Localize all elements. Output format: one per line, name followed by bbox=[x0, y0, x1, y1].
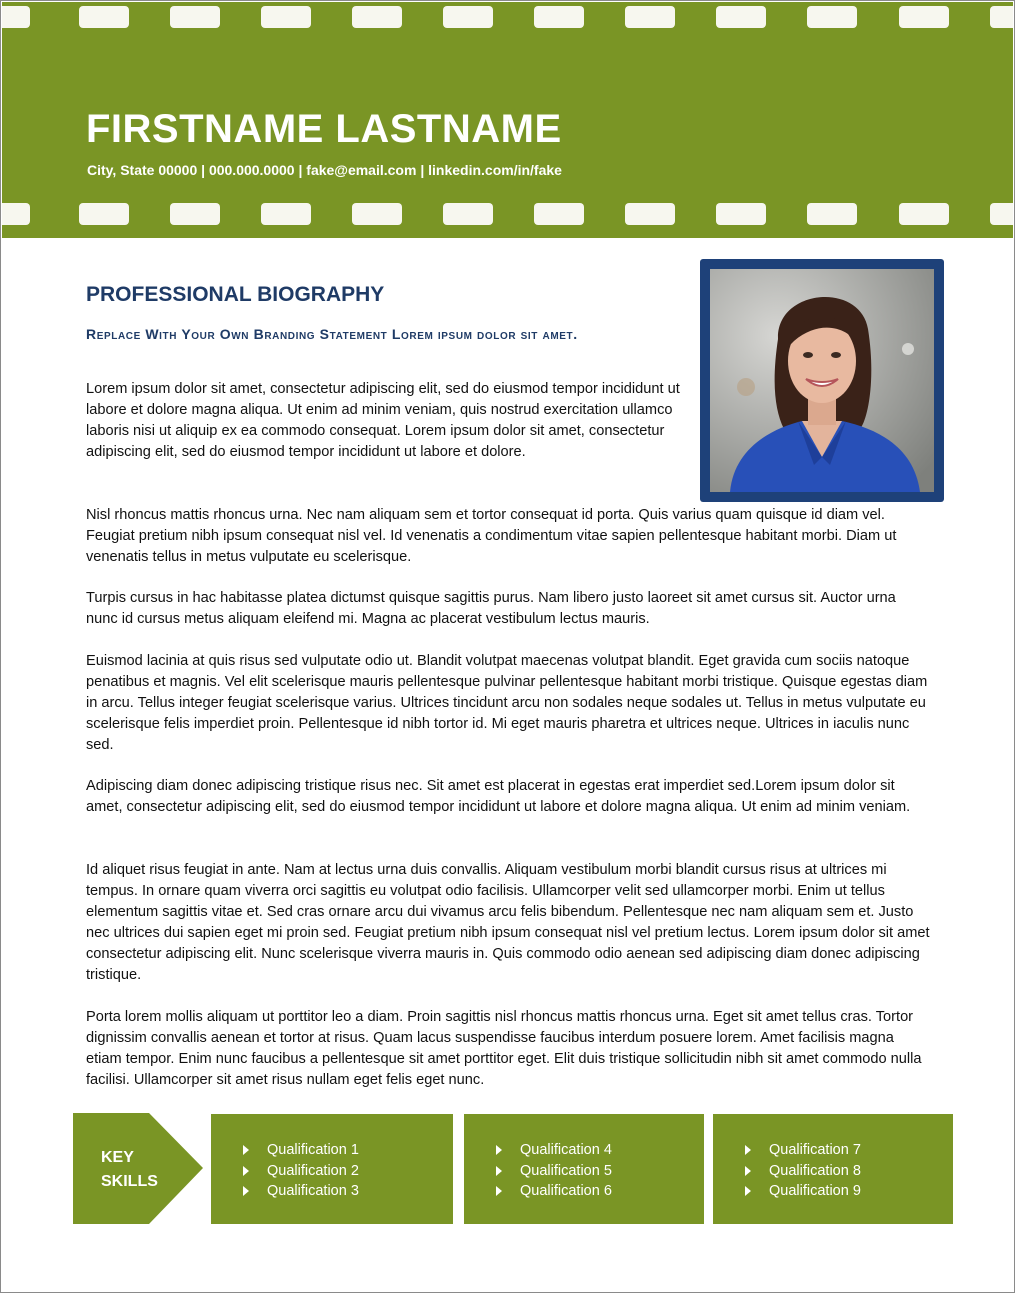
header-banner bbox=[2, 2, 1013, 238]
film-perforation bbox=[2, 203, 30, 225]
bio-paragraph: Lorem ipsum dolor sit amet, consectetur adipiscing elit, sed do eiusmod tempor incididunt ut labore et dolore magna aliqua. Ut enim ad minim veniam, quis nostrud exercitation ullamco laboris nisi ut aliquip ex ea commodo consequat. Lorem ipsum dolor sit amet, consectetur adipiscing elit, sed do eiusmod tempor incididunt ut labore et dolore. bbox=[86, 381, 680, 460]
film-perforation bbox=[352, 203, 402, 225]
film-perforation bbox=[2, 6, 30, 28]
triangle-right-icon bbox=[745, 1186, 751, 1196]
skill-item: Qualification 1 bbox=[243, 1140, 359, 1161]
bio-paragraph bbox=[86, 505, 916, 568]
film-perforation bbox=[899, 203, 949, 225]
skills-column-1 bbox=[211, 1114, 453, 1224]
skills-column-2 bbox=[464, 1114, 704, 1224]
film-perforation bbox=[990, 203, 1013, 225]
triangle-right-icon bbox=[243, 1145, 249, 1155]
bio-paragraph: Id aliquet risus feugiat in ante. Nam at lectus urna duis convallis. Aliquam vestibulum morbi blandit cursus risus at ultrices mi tempus. In ornare quam viverra orci sagittis eu volutpat odio facilisis. Ullamcorper velit sed ullamcorper morbi. Enim ut tellus elementum sagittis vitae et. Sed cras ornare arcu dui vivamus arcu felis bibendum. Pellentesque nec nam aliquam sem et. Justo nec ultrices dui sapien eget mi proin sed. Feugiat pretium nibh ipsum consequat nisl vel pretium lectus. Lorem ipsum dolor sit amet consectetur adipiscing elit. Nunc scelerisque viverra mauris in. Quis commodo odio aenean sed adipiscing diam donec adipiscing tristique. bbox=[86, 862, 930, 983]
candidate-name: FIRSTNAME LASTNAME bbox=[86, 107, 562, 151]
triangle-right-icon bbox=[496, 1166, 502, 1176]
skill-item: Qualification 4 bbox=[496, 1140, 612, 1161]
triangle-right-icon bbox=[243, 1186, 249, 1196]
film-perforation bbox=[261, 6, 311, 28]
key-skills-label-line1: KEY bbox=[101, 1149, 134, 1166]
film-perforation bbox=[534, 6, 584, 28]
film-perforation bbox=[716, 6, 766, 28]
film-perforation bbox=[352, 6, 402, 28]
triangle-right-icon bbox=[496, 1186, 502, 1196]
film-perforation bbox=[807, 6, 857, 28]
skill-item: Qualification 5 bbox=[496, 1161, 612, 1182]
skills-list bbox=[243, 1140, 359, 1202]
film-perforation bbox=[79, 6, 129, 28]
contact-line: City, State 00000 | 000.000.0000 | fake@email.com | linkedin.com/in/fake bbox=[87, 162, 562, 178]
film-perforation bbox=[625, 203, 675, 225]
film-perforation bbox=[170, 6, 220, 28]
triangle-right-icon bbox=[243, 1166, 249, 1176]
skill-item: Qualification 8 bbox=[745, 1161, 861, 1182]
portrait-illustration bbox=[710, 269, 934, 492]
skill-item: Qualification 2 bbox=[243, 1161, 359, 1182]
key-skills-label-line2: SKILLS bbox=[101, 1173, 158, 1190]
skill-item: Qualification 3 bbox=[243, 1181, 359, 1202]
film-perforation bbox=[261, 203, 311, 225]
film-perforation bbox=[625, 6, 675, 28]
triangle-right-icon bbox=[745, 1166, 751, 1176]
film-perforation bbox=[170, 203, 220, 225]
film-perforation bbox=[443, 203, 493, 225]
profile-photo bbox=[710, 269, 934, 492]
triangle-right-icon bbox=[745, 1145, 751, 1155]
bio-paragraph: Euismod lacinia at quis risus sed vulputate odio ut. Blandit volutpat maecenas volutpat blandit. Eget gravida cum sociis natoque penatibus et magnis. Vel elit scelerisque mauris pellentesque pulvinar pellentesque habitant morbi tristique. Quisque egestas diam in arcu. Tellus integer feugiat scelerisque varius. Ultrices tincidunt arcu non sodales neque sodales ut. Tellus in metus vulputate eu scelerisque felis imperdiet proin. Pellentesque id nibh tortor id. Mi eget mauris pharetra et ultrices neque. Ultrices in iaculis nunc sed. bbox=[86, 653, 928, 753]
film-perforation bbox=[443, 6, 493, 28]
film-perforation bbox=[807, 203, 857, 225]
bio-paragraph-text: Nisl rhoncus mattis rhoncus urna. Nec nam aliquam sem et tortor consequat id porta. Quis varius quam quisque id diam vel. Feugiat pretium nibh ipsum consequat nisl vel. Id venenatis a condimentum vitae sapien pellentesque habitant morbi. Diam ut venenatis tellus in metus vulputate eu scelerisque. bbox=[86, 507, 897, 565]
skill-item: Qualification 6 bbox=[496, 1181, 612, 1202]
film-perforations-top bbox=[2, 6, 1013, 28]
skills-column-3 bbox=[713, 1114, 953, 1224]
bio-paragraph: Porta lorem mollis aliquam ut porttitor leo a diam. Proin sagittis nisl rhoncus mattis rhoncus urna. Eget sit amet tellus cras. Tortor dignissim convallis aenean et tortor at risus. Quam lacus suspendisse faucibus interdum posuere lorem. Amet facilisis magna etiam tempor. Enim nunc faucibus a pellentesque sit amet porttitor eget. Elit duis tristique sollicitudin nibh sit amet commodo nulla facilisi. Ullamcorper sit amet risus nullam eget felis eget nunc. bbox=[86, 1009, 922, 1088]
profile-photo-frame bbox=[700, 259, 944, 502]
film-perforation bbox=[899, 6, 949, 28]
bio-paragraph: Turpis cursus in hac habitasse platea dictumst quisque sagittis purus. Nam libero justo laoreet sit amet cursus sit. Auctor urna nunc id cursus metus aliquam eleifend mi. Magna ac placerat vestibulum lectus mauris. bbox=[86, 590, 896, 627]
section-title: PROFESSIONAL BIOGRAPHY bbox=[86, 283, 385, 306]
skills-list bbox=[745, 1140, 861, 1202]
skills-list bbox=[496, 1140, 612, 1202]
bio-paragraph: Adipiscing diam donec adipiscing tristique risus nec. Sit amet est placerat in egestas erat imperdiet sed.Lorem ipsum dolor sit amet, consectetur adipiscing elit, sed do eiusmod tempor incididunt ut labore et dolore magna aliqua. Ut enim ad minim veniam. bbox=[86, 778, 911, 815]
film-perforation bbox=[990, 6, 1013, 28]
triangle-right-icon bbox=[496, 1145, 502, 1155]
skill-item: Qualification 9 bbox=[745, 1181, 861, 1202]
film-perforation bbox=[534, 203, 584, 225]
film-perforations-bottom bbox=[2, 203, 1013, 225]
branding-statement: Replace With Your Own Branding Statement Lorem ipsum dolor sit amet. bbox=[86, 326, 578, 342]
skill-item: Qualification 7 bbox=[745, 1140, 861, 1161]
film-perforation bbox=[716, 203, 766, 225]
key-skills-label bbox=[101, 1146, 158, 1194]
film-perforation bbox=[79, 203, 129, 225]
